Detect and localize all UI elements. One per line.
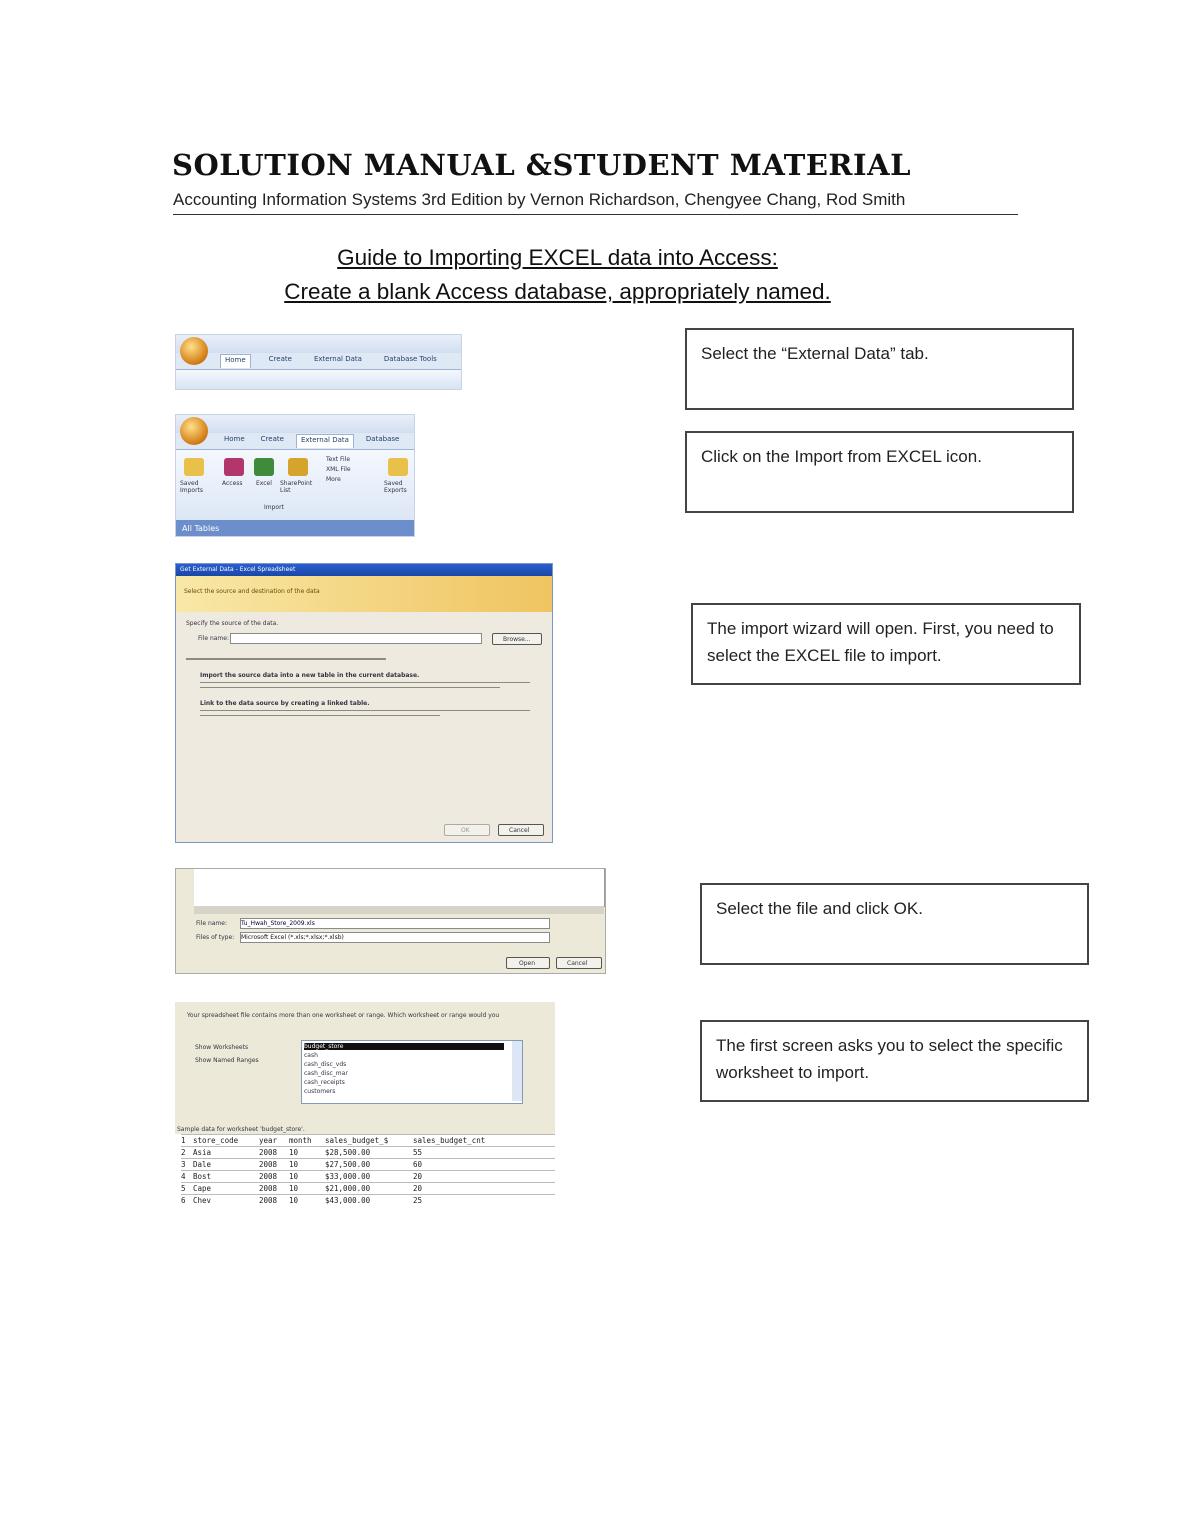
nav-pane-label: All Tables (182, 524, 220, 533)
browse-button: Browse... (492, 633, 542, 645)
sharepoint-label: SharePoint List (280, 480, 313, 494)
xml-file-button: XML File (326, 466, 351, 473)
excel-icon (254, 458, 274, 476)
files-of-type-label: Files of type: (196, 934, 235, 941)
office-orb-icon (180, 337, 208, 365)
guide-subtitle: Create a blank Access database, appropriately named. (284, 279, 831, 304)
access-icon (224, 458, 244, 476)
worksheet-prompt: Your spreadsheet file contains more than one worksheet or range. Which worksheet or range would you (187, 1012, 500, 1019)
office-orb-icon (180, 417, 208, 445)
step-1-text: Select the “External Data” tab. (701, 344, 929, 363)
show-worksheets-radio: Show Worksheets (195, 1044, 249, 1051)
sharepoint-icon (288, 458, 308, 476)
saved-exports-label: Saved Exports (384, 480, 407, 494)
tab-home: Home (220, 354, 251, 368)
step-2-text: Click on the Import from EXCEL icon. (701, 447, 982, 466)
dialog-file-name-label: File name: (196, 920, 227, 927)
wizard-banner: Select the source and destination of the data (176, 576, 552, 612)
sample-data-label: Sample data for worksheet 'budget_store'. (177, 1126, 305, 1133)
access-label: Access (222, 480, 243, 487)
nav-pane-header (176, 520, 414, 537)
worksheet-item: customers (304, 1088, 336, 1095)
step-2-callout (685, 431, 1074, 513)
horizontal-scrollbar (194, 906, 604, 914)
list-scrollbar (512, 1041, 522, 1101)
excel-label: Excel (256, 480, 272, 487)
step-5-text: The first screen asks you to select the specific worksheet to import. (716, 1036, 1063, 1082)
worksheet-item: budget_store (304, 1043, 504, 1050)
tab-external-data: External Data (296, 434, 354, 448)
wizard-cancel-button: Cancel (498, 824, 544, 836)
worksheet-item: cash_disc_vds (304, 1061, 347, 1068)
tab-database: Database (365, 435, 400, 443)
table-row: 3 Dale 2008 10 $27,500.00 60 (181, 1158, 555, 1171)
step-3-callout (691, 603, 1081, 685)
step-3-text: The import wizard will open. First, you need to select the EXCEL file to import. (707, 619, 1054, 665)
saved-imports-label: Saved Imports (180, 480, 204, 494)
brand-title: SOLUTION MANUAL &STUDENT MATERIAL (172, 148, 911, 182)
book-subtitle: Accounting Information Systems 3rd Edition by Vernon Richardson, Chengyee Chang, Rod Smith (173, 190, 1018, 215)
show-named-ranges-radio: Show Named Ranges (195, 1057, 259, 1064)
worksheet-chooser-screenshot (175, 1002, 555, 1206)
tab-home: Home (224, 435, 245, 443)
sample-data-grid (175, 1134, 555, 1206)
worksheet-item: cash (304, 1052, 318, 1059)
tab-external-data: External Data (313, 355, 362, 363)
saved-exports-icon (388, 458, 408, 476)
worksheet-item: cash_disc_mar (304, 1070, 348, 1077)
table-row: 4 Bost 2008 10 $33,000.00 20 (181, 1170, 555, 1183)
file-name-label: File name: (198, 635, 229, 642)
option-import-label: Import the source data into a new table in the current database. (200, 672, 420, 679)
step-5-callout (700, 1020, 1089, 1102)
step-4-callout (700, 883, 1089, 965)
more-button: More (326, 476, 341, 483)
worksheet-item: cash_receipts (304, 1079, 345, 1086)
files-of-type-select: Microsoft Excel (*.xls;*.xlsx;*.xlsb) (240, 932, 550, 943)
table-row: 1 store_code year month sales_budget_$ sales_budget_cnt (181, 1134, 555, 1147)
import-group-label: Import (264, 504, 284, 511)
dialog-file-name-input: Tu_Hwah_Store_2009.xls (240, 918, 550, 929)
guide-title: Guide to Importing EXCEL data into Access: (337, 245, 778, 270)
text-file-button: Text File (326, 456, 351, 463)
table-row: 2 Asia 2008 10 $28,500.00 55 (181, 1146, 555, 1159)
table-row: 6 Chev 2008 10 $43,000.00 25 (181, 1194, 555, 1206)
tab-create: Create (268, 355, 292, 363)
tab-database-tools: Database Tools (383, 355, 437, 363)
ribbon-screenshot-external-data (175, 414, 415, 537)
step-1-callout (685, 328, 1074, 410)
step-4-text: Select the file and click OK. (716, 899, 923, 918)
tab-create: Create (260, 435, 284, 443)
ribbon-screenshot-home (175, 334, 462, 390)
wizard-title: Get External Data - Excel Spreadsheet (176, 564, 552, 576)
wizard-ok-button: OK (444, 824, 490, 836)
open-button: Open (506, 957, 550, 969)
wizard-file-name-input (230, 633, 482, 644)
file-dialog-screenshot (175, 868, 606, 974)
table-row: 5 Cape 2008 10 $21,000.00 20 (181, 1182, 555, 1195)
dialog-cancel-button: Cancel (556, 957, 602, 969)
saved-imports-icon (184, 458, 204, 476)
worksheet-list (301, 1040, 523, 1104)
source-label: Specify the source of the data. (186, 620, 279, 627)
option-link-label: Link to the data source by creating a linked table. (200, 700, 370, 707)
import-wizard-screenshot (175, 563, 553, 843)
